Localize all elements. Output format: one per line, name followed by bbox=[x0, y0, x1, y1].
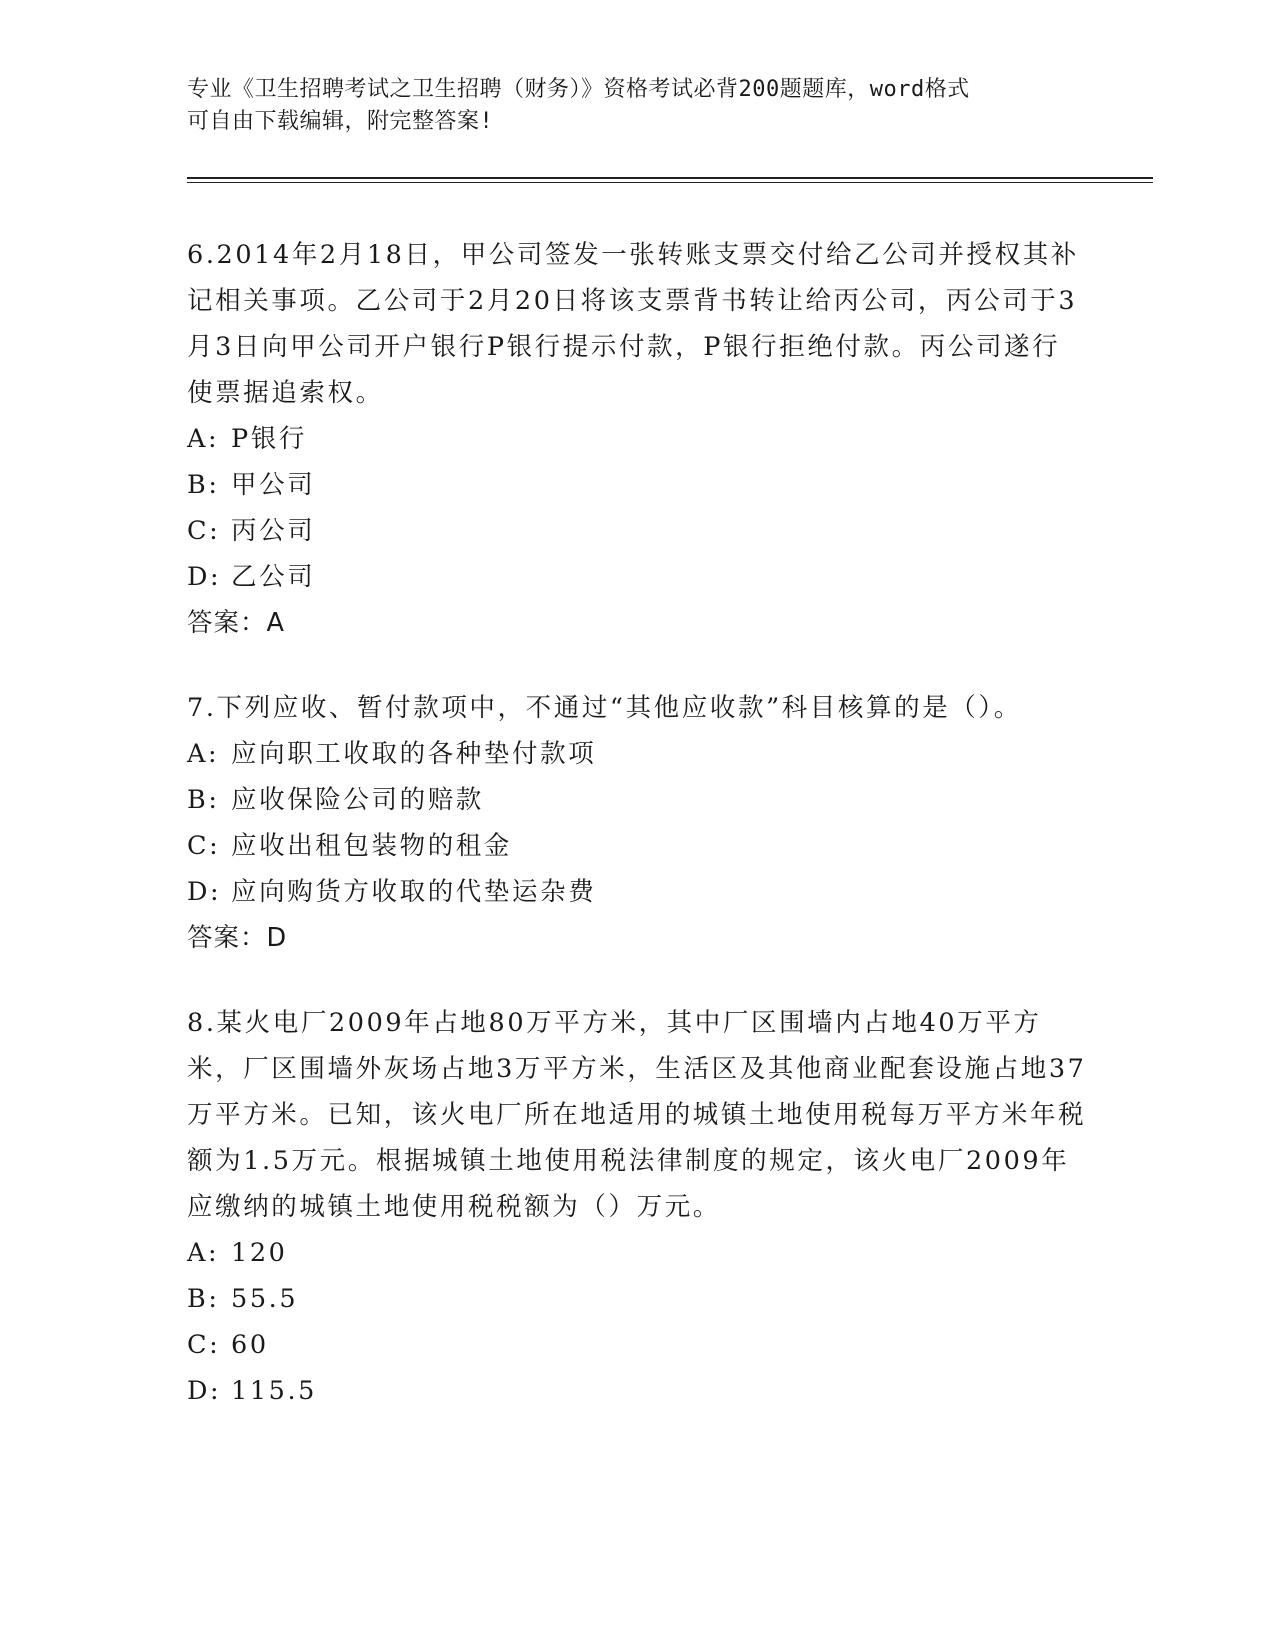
option-d bbox=[187, 1368, 1087, 1414]
option-c bbox=[187, 508, 1087, 554]
header-title-line: 专业《卫生招聘考试之卫生招聘（财务）》资格考试必背200题题库，word格式 bbox=[187, 77, 970, 102]
option-text: 应收出租包装物的租金 bbox=[231, 831, 513, 861]
option-text: 应向购货方收取的代垫运杂费 bbox=[231, 877, 597, 907]
option-key: D: bbox=[187, 562, 222, 592]
option-text: 乙公司 bbox=[231, 562, 316, 592]
option-text: 丙公司 bbox=[231, 516, 316, 546]
answer-line: 答案：A bbox=[187, 608, 285, 638]
question-stem: 7.下列应收、暂付款项中，不通过“其他应收款”科目核算的是（）。 bbox=[187, 693, 1022, 723]
option-key: A: bbox=[187, 424, 220, 454]
header-subtitle-line: 可自由下载编辑，附完整答案! bbox=[187, 109, 494, 134]
option-key: B: bbox=[187, 1284, 220, 1314]
option-c bbox=[187, 823, 1087, 869]
option-text: 55.5 bbox=[231, 1284, 299, 1314]
option-text: 115.5 bbox=[231, 1376, 318, 1406]
option-key: A: bbox=[187, 739, 220, 769]
option-key: D: bbox=[187, 877, 222, 907]
option-a bbox=[187, 1230, 1087, 1276]
option-text: 甲公司 bbox=[231, 470, 316, 500]
document-header bbox=[187, 74, 1067, 138]
header-divider-thick bbox=[187, 177, 1153, 179]
option-d bbox=[187, 869, 1087, 915]
option-key: C: bbox=[187, 831, 221, 861]
option-text: 120 bbox=[231, 1238, 288, 1268]
option-b bbox=[187, 462, 1087, 508]
question-6 bbox=[187, 232, 1087, 646]
option-key: B: bbox=[187, 470, 220, 500]
option-b bbox=[187, 1276, 1087, 1322]
option-key: A: bbox=[187, 1238, 220, 1268]
question-stem: 8.某火电厂2009年占地80万平方米，其中厂区围墙内占地40万平方米，厂区围墙外灰场占地3万平方米，生活区及其他商业配套设施占地37万平方米。已知，该火电厂所在地适用的城镇土地使用税每万平方米年税额为1.5万元。根据城镇土地使用税法律制度的规定，该火电厂2009年应缴纳的城镇土地使用税税额为（）万元。 bbox=[187, 1008, 1087, 1222]
question-8 bbox=[187, 1000, 1087, 1414]
option-text: 应收保险公司的赔款 bbox=[231, 785, 484, 815]
question-list bbox=[187, 232, 1087, 1453]
option-d bbox=[187, 554, 1087, 600]
option-key: B: bbox=[187, 785, 220, 815]
option-c bbox=[187, 1322, 1087, 1368]
option-a bbox=[187, 416, 1087, 462]
option-a bbox=[187, 731, 1087, 777]
option-text: 应向职工收取的各种垫付款项 bbox=[231, 739, 597, 769]
answer-line: 答案：D bbox=[187, 923, 288, 953]
option-key: C: bbox=[187, 516, 221, 546]
option-key: D: bbox=[187, 1376, 222, 1406]
option-text: 60 bbox=[231, 1330, 269, 1360]
header-divider-thin bbox=[187, 182, 1153, 183]
option-text: P银行 bbox=[231, 424, 307, 454]
question-stem: 6.2014年2月18日，甲公司签发一张转账支票交付给乙公司并授权其补记相关事项。乙公司于2月20日将该支票背书转让给丙公司，丙公司于3月3日向甲公司开户银行P银行提示付款，P银行拒绝付款。丙公司遂行使票据追索权。 bbox=[187, 240, 1079, 408]
question-7 bbox=[187, 685, 1087, 961]
option-b bbox=[187, 777, 1087, 823]
option-key: C: bbox=[187, 1330, 221, 1360]
